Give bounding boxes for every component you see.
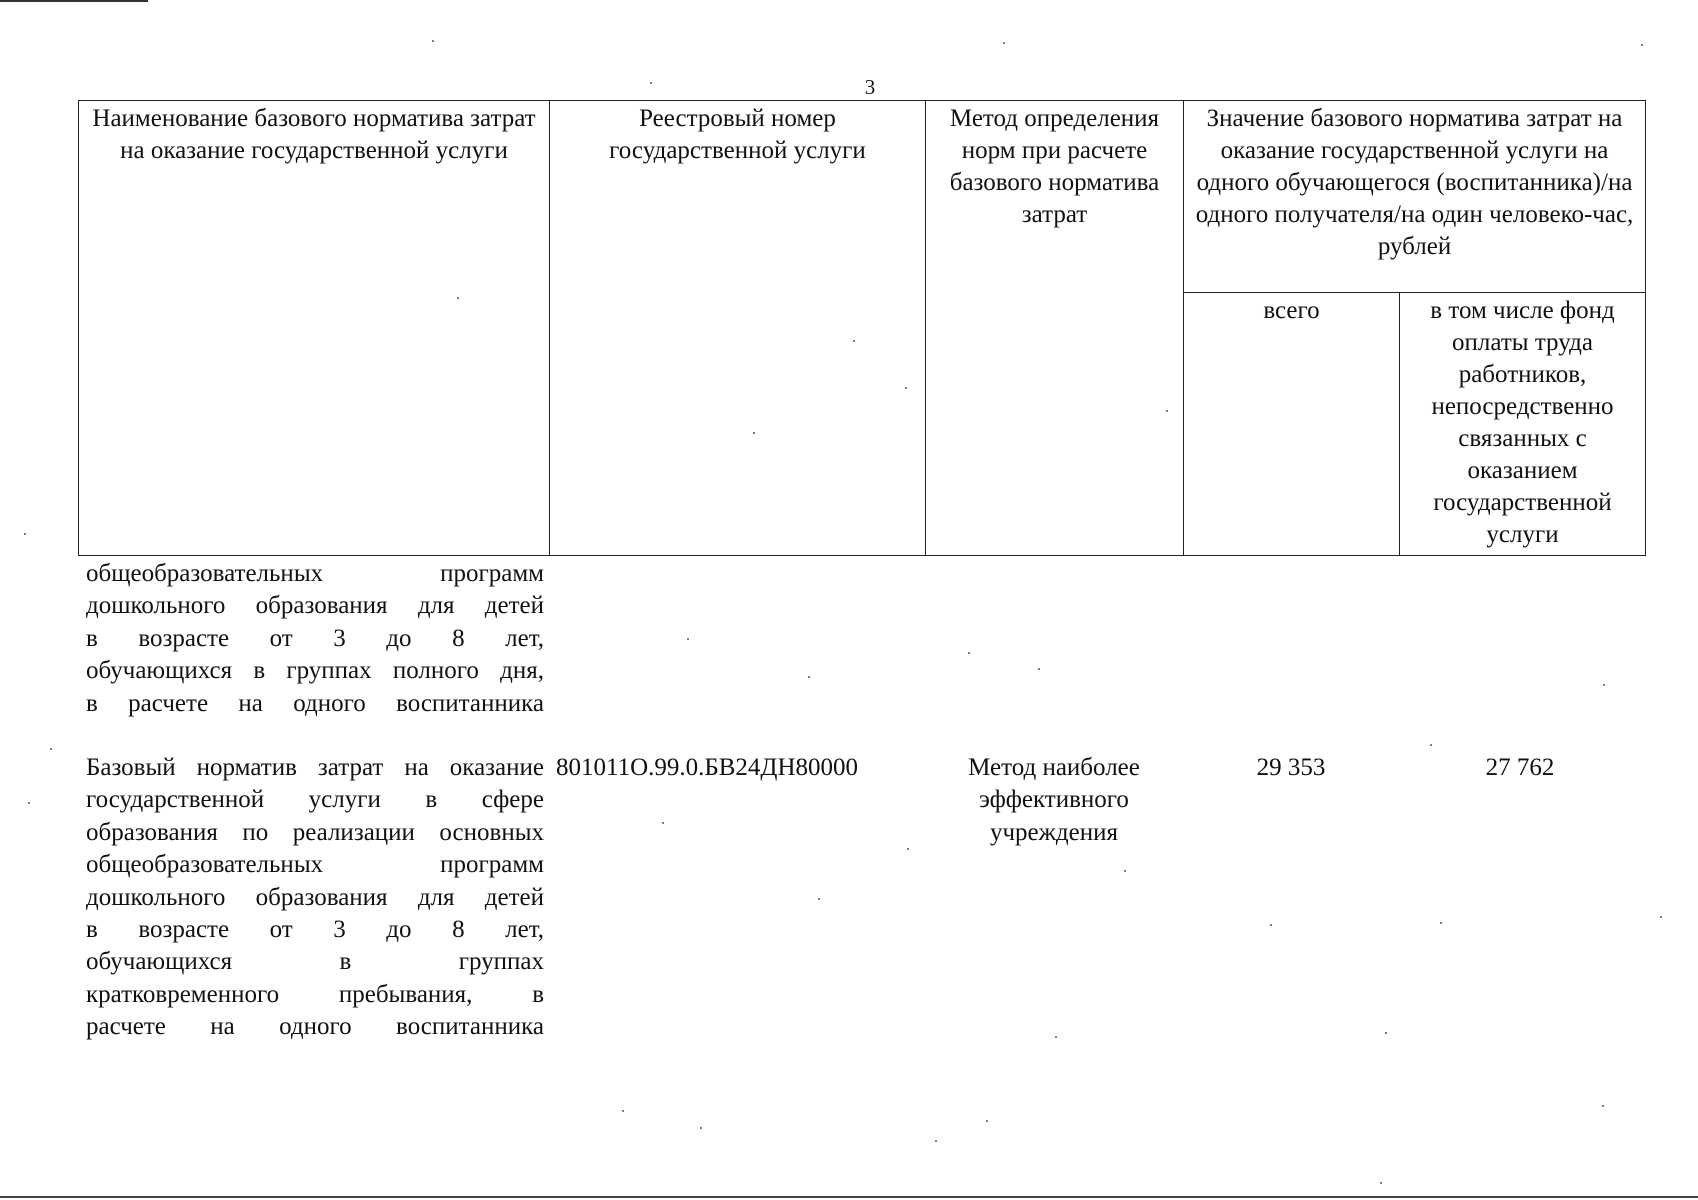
scan-speck <box>622 1110 624 1112</box>
scan-speck <box>700 1127 702 1129</box>
scan-speck <box>457 297 459 299</box>
scan-speck <box>1166 410 1168 412</box>
row-1-registry-number: 801011О.99.0.БВ24ДН80000 <box>556 754 859 781</box>
scan-speck <box>1603 684 1605 686</box>
table-header <box>78 100 1646 556</box>
scan-edge-bottom <box>0 1196 1698 1198</box>
scan-speck <box>1038 668 1040 670</box>
scan-speck <box>1270 924 1272 926</box>
scan-speck <box>50 748 52 750</box>
scan-speck <box>1055 1036 1057 1038</box>
scan-speck <box>986 1120 988 1122</box>
scan-speck <box>24 533 26 535</box>
scan-speck <box>1380 1182 1382 1184</box>
scan-speck <box>687 638 689 640</box>
scan-speck <box>818 898 820 900</box>
row-1-total: 29 353 <box>1256 754 1326 781</box>
header-method-column: Метод определения норм при расчете базового норматива затрат <box>926 101 1184 556</box>
scan-speck <box>907 848 909 850</box>
scan-speck <box>1430 744 1432 746</box>
scan-speck <box>753 432 755 434</box>
row-1-method: Метод наиболее эффективного учреждения <box>968 754 1140 846</box>
header-wage-column: в том числе фонд оплаты труда работников, непосредственно связанных с оказанием государственной услуги <box>1400 293 1646 556</box>
scan-speck <box>432 40 434 42</box>
scan-speck <box>853 340 855 342</box>
scan-speck <box>935 1140 937 1142</box>
header-registry-column: Реестровый номер государственной услуги <box>550 101 926 556</box>
header-value-column: Значение базового норматива затрат на оказание государственной услуги на одного обучающегося (воспитанника)/на одного получателя/на один человеко-час, рублей <box>1184 101 1646 293</box>
scan-speck <box>808 676 810 678</box>
scan-speck <box>1440 922 1442 924</box>
scan-speck <box>968 652 970 654</box>
page-number: 3 <box>864 75 876 99</box>
row-1-name: Базовый норматив затрат на оказание государственной услуги в сфере образования по реализации основных общеобразовательных программ дошкольного образования для детей в возрасте от 3 до 8 лет, обучающихся в группах кратковременного пребывания, в расчете на одного воспитанника <box>86 754 544 1041</box>
row-0-name: общеобразовательных программ дошкольного образования для детей в возрасте от 3 до 8 лет, обучающихся в группах полного дня, в расчете на одного воспитанника <box>86 560 544 717</box>
scan-speck <box>650 82 652 84</box>
scan-speck <box>1124 870 1126 872</box>
scan-speck <box>28 802 30 804</box>
header-total-column: всего <box>1184 293 1400 556</box>
scan-speck <box>1602 1105 1604 1107</box>
row-1-wage-fund: 27 762 <box>1485 754 1555 781</box>
scan-speck <box>662 822 664 824</box>
header-name-column: Наименование базового норматива затрат на оказание государственной услуги <box>79 101 550 556</box>
scan-speck <box>905 387 907 389</box>
scan-speck <box>1641 44 1643 46</box>
scan-speck <box>1660 916 1662 918</box>
scan-edge-top <box>0 0 148 2</box>
scan-speck <box>1385 1032 1387 1034</box>
scan-speck <box>1003 42 1005 44</box>
